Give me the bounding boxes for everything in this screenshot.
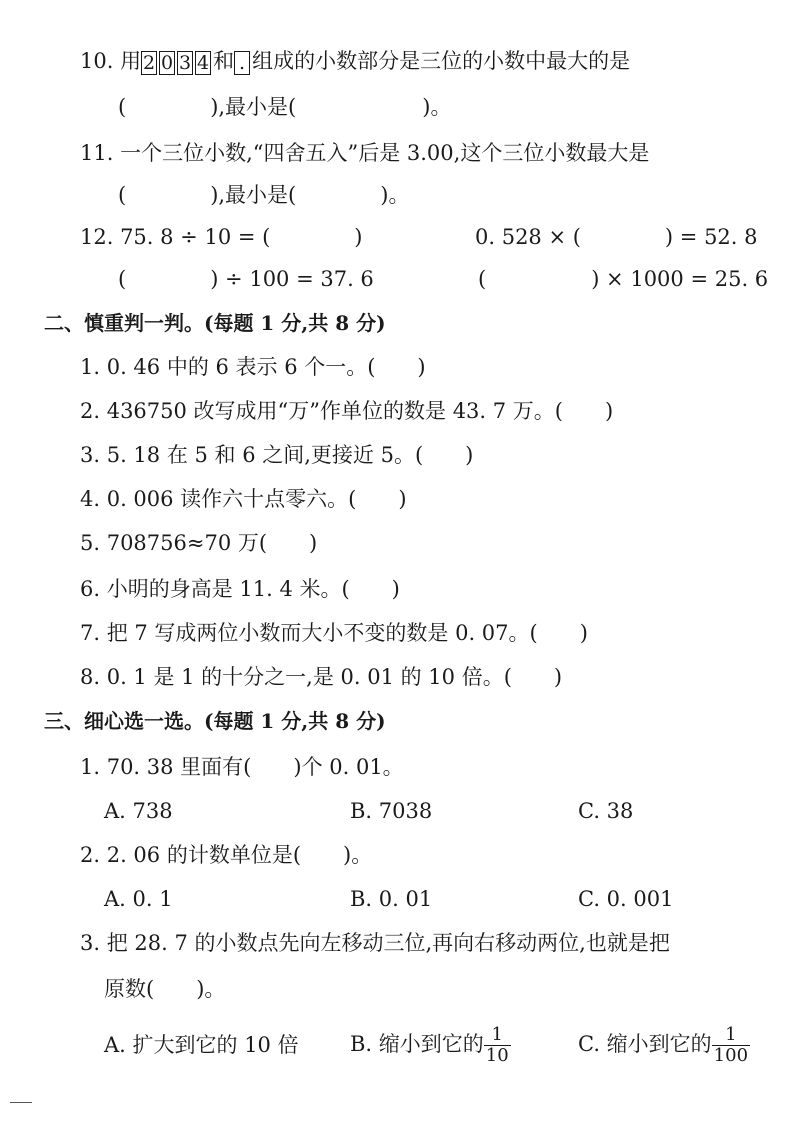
fraction-one-tenth [484, 1025, 511, 1066]
choice-q1-option-c: C. 38 [578, 799, 634, 823]
judge-item-2: 2. 436750 改写成用“万”作单位的数是 43. 7 万。( ) [80, 399, 614, 423]
question-12b: 0. 528 × ( ) = 52. 8 [475, 225, 758, 249]
question-12d: ( ) × 1000 = 25. 6 [478, 267, 769, 291]
question-11-line2: ( ),最小是( )。 [118, 183, 410, 207]
judge-item-8: 8. 0. 1 是 1 的十分之一,是 0. 01 的 10 倍。( ) [80, 665, 563, 689]
option-c-text: C. 缩小到它的 [578, 1032, 712, 1056]
judge-item-4: 4. 0. 006 读作六十点零六。( ) [80, 487, 407, 511]
dot-card: . [234, 51, 250, 75]
question-10-line1 [80, 46, 630, 76]
fraction-denominator: 10 [485, 1045, 509, 1066]
option-b-text: B. 缩小到它的 [350, 1032, 484, 1056]
fraction-one-hundredth [712, 1025, 750, 1066]
q10-suffix: 组成的小数部分是三位的小数中最大的是 [252, 49, 631, 73]
choice-q3-option-b [350, 1022, 511, 1066]
choice-q1-option-a: A. 738 [104, 799, 173, 823]
judge-item-1: 1. 0. 46 中的 6 表示 6 个一。( ) [80, 355, 426, 379]
judge-item-7: 7. 把 7 写成两位小数而大小不变的数是 0. 07。( ) [80, 621, 588, 645]
choice-q3-option-c [578, 1022, 750, 1066]
judge-item-5: 5. 708756≈70 万( ) [80, 531, 318, 555]
choice-q2-option-b: B. 0. 01 [350, 887, 433, 911]
section-3-title: 三、细心选一选。(每题 1 分,共 8 分) [44, 709, 386, 733]
fraction-numerator: 1 [712, 1025, 750, 1046]
judge-item-3: 3. 5. 18 在 5 和 6 之间,更接近 5。( ) [80, 443, 474, 467]
question-12c: ( ) ÷ 100 = 37. 6 [118, 267, 374, 291]
choice-q3-option-a: A. 扩大到它的 10 倍 [104, 1033, 299, 1057]
q10-prefix: 10. 用 [80, 49, 142, 73]
choice-q1-stem: 1. 70. 38 里面有( )个 0. 01。 [80, 755, 404, 779]
choice-q2-option-c: C. 0. 001 [578, 887, 674, 911]
question-10-line2: ( ),最小是( )。 [118, 95, 452, 119]
choice-q1-option-b: B. 7038 [350, 799, 433, 823]
fraction-numerator: 1 [484, 1025, 511, 1046]
choice-q3-stem-line1: 3. 把 28. 7 的小数点先向左移动三位,再向右移动两位,也就是把 [80, 931, 670, 955]
fraction-denominator: 100 [713, 1045, 749, 1066]
choice-q2-stem: 2. 2. 06 的计数单位是( )。 [80, 843, 373, 867]
judge-item-6: 6. 小明的身高是 11. 4 米。( ) [80, 577, 400, 601]
choice-q2-option-a: A. 0. 1 [104, 887, 173, 911]
q10-and: 和 [213, 49, 235, 73]
page-corner-mark [10, 1102, 32, 1103]
digit-card: 4 [197, 51, 210, 74]
digit-card: 2 [143, 51, 156, 74]
question-11-line1: 11. 一个三位小数,“四舍五入”后是 3.00,这个三位小数最大是 [80, 141, 650, 165]
question-12a: 12. 75. 8 ÷ 10 = ( ) [80, 225, 363, 249]
section-2-title: 二、慎重判一判。(每题 1 分,共 8 分) [44, 311, 386, 335]
choice-q3-stem-line2: 原数( )。 [104, 977, 226, 1001]
digit-card: 3 [179, 51, 192, 74]
digit-card: 0 [161, 51, 174, 74]
